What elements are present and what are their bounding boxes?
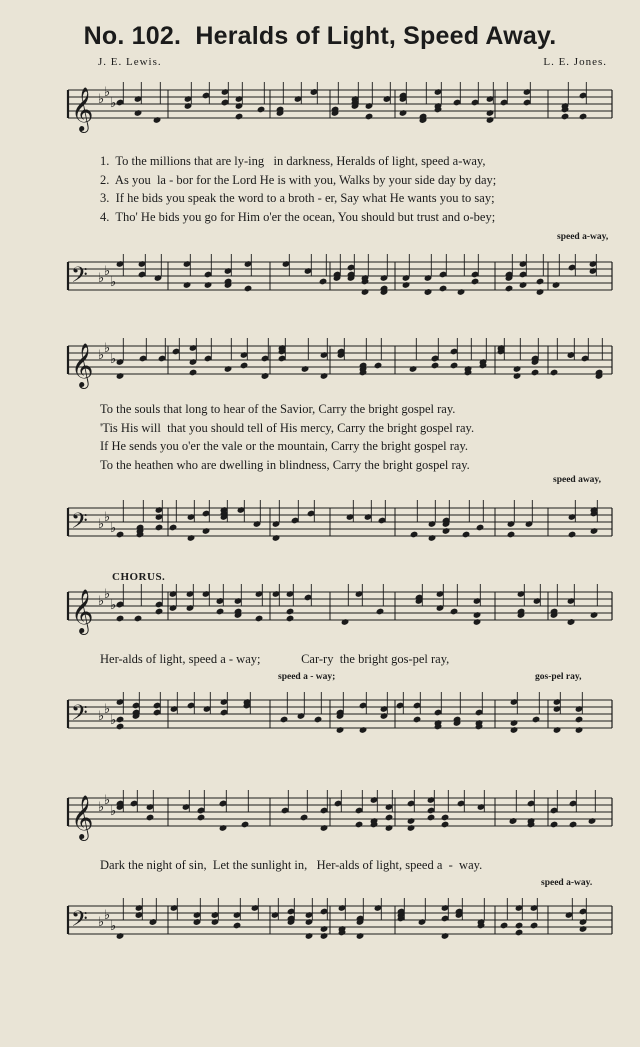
- note-head: [410, 531, 419, 539]
- flat-sign-icon: ♭: [98, 271, 105, 286]
- flat-sign-icon: ♭: [104, 908, 111, 923]
- lyricist-credit: J. E. Lewis.: [98, 56, 162, 68]
- verse-3-line-a: 3. If he bids you speak the word to a broth - er, Say what He wants you to say;: [100, 191, 495, 206]
- note-head: [431, 362, 440, 370]
- note-head: [428, 534, 437, 542]
- flat-sign-icon: ♭: [98, 348, 105, 363]
- staff-bass-1: [0, 250, 640, 310]
- flat-sign-icon: ♭: [110, 275, 117, 290]
- note-head: [116, 372, 125, 380]
- bass-clef-icon: 𝄢: [71, 701, 88, 731]
- cue-speed-away-2: speed away,: [553, 475, 602, 485]
- note-head: [486, 109, 495, 117]
- composer-credit: L. E. Jones.: [543, 56, 607, 68]
- note-head: [471, 278, 480, 286]
- chorus-label: CHORUS.: [112, 571, 166, 583]
- staff-bass-4: [0, 894, 640, 954]
- note-head: [361, 288, 370, 296]
- flat-sign-icon: ♭: [98, 594, 105, 609]
- note-head: [457, 288, 466, 296]
- note-head: [507, 531, 516, 539]
- note-head: [486, 116, 495, 124]
- note-head: [320, 925, 329, 933]
- note-head: [134, 109, 143, 117]
- note-head: [568, 531, 577, 539]
- note-head: [590, 527, 599, 535]
- staff-treble-3: [0, 580, 640, 640]
- cue-gospel-ray: gos-pel ray,: [535, 672, 582, 682]
- chorus-lyric-1: Her-alds of light, speed a - way; Car-ry the bright gos-pel ray,: [100, 652, 450, 666]
- note-head: [365, 113, 374, 121]
- note-head: [424, 288, 433, 296]
- note-head: [588, 817, 597, 825]
- flat-sign-icon: ♭: [104, 264, 111, 279]
- note-head: [219, 824, 228, 832]
- treble-clef-icon: 𝄞: [71, 589, 94, 633]
- note-head: [116, 531, 125, 539]
- note-head: [441, 932, 450, 940]
- note-head: [550, 369, 559, 377]
- verse-2-line-a: 2. As you la - bor for the Lord He is with you, Walks by your side day by day;: [100, 172, 497, 187]
- verse-1-line-a: 1. To the millions that are ly-ing in darkness, Heralds of light, speed a-way,: [100, 154, 486, 168]
- note-head: [187, 534, 196, 542]
- flat-sign-icon: ♭: [104, 510, 111, 525]
- verse-4-line-a: 4. Tho' He bids you go for Him o'er the ocean, You should but trust and o-bey;: [100, 209, 496, 224]
- verse-2-line-b: 'Tis His will that you should tell of His mercy, Carry the bright gospel ray.: [100, 420, 475, 435]
- verse-3-line-b: If He sends you o'er the vale or the mountain, Carry the bright gospel ray.: [100, 439, 469, 454]
- note-head: [519, 281, 528, 289]
- note-head: [197, 814, 206, 822]
- note-head: [441, 814, 450, 822]
- verse-block-2: [100, 400, 474, 474]
- note-head: [359, 726, 368, 734]
- note-head: [515, 922, 524, 930]
- note-head: [505, 285, 514, 293]
- treble-clef-icon: 𝄞: [71, 343, 94, 387]
- staff-treble-1: [0, 78, 640, 138]
- note-head: [116, 716, 125, 724]
- note-head: [146, 814, 155, 822]
- note-head: [169, 524, 178, 532]
- flat-sign-icon: ♭: [98, 92, 105, 107]
- staff-bass-3: [0, 688, 640, 748]
- flat-sign-icon: ♭: [104, 702, 111, 717]
- note-head: [183, 281, 192, 289]
- note-head: [374, 362, 383, 370]
- verse-1-line-b: To the souls that long to hear of the Savior, Carry the bright gospel ray.: [100, 402, 456, 416]
- note-head: [399, 109, 408, 117]
- note-head: [280, 716, 289, 724]
- note-head: [536, 288, 545, 296]
- flat-sign-icon: ♭: [98, 915, 105, 930]
- note-head: [510, 726, 519, 734]
- cue-speed-away-3: speed a - way;: [278, 672, 336, 682]
- note-head: [509, 817, 518, 825]
- note-head: [314, 716, 323, 724]
- verse-4-line-b: To the heathen who are dwelling in blindness, Carry the bright gospel ray.: [100, 457, 470, 472]
- note-head: [450, 362, 459, 370]
- note-head: [579, 925, 588, 933]
- note-head: [286, 608, 295, 616]
- note-head: [216, 608, 225, 616]
- note-head: [385, 824, 394, 832]
- verse-block-1: [100, 152, 496, 226]
- note-head: [550, 821, 559, 829]
- flat-sign-icon: ♭: [104, 587, 111, 602]
- note-head: [244, 285, 253, 293]
- note-head: [224, 365, 233, 373]
- note-head: [272, 534, 281, 542]
- note-head: [552, 281, 561, 289]
- hymn-title: No. 102. Heralds of Light, Speed Away.: [83, 22, 557, 50]
- note-head: [513, 372, 522, 380]
- note-head: [240, 362, 249, 370]
- note-head: [530, 922, 539, 930]
- note-head: [257, 106, 266, 114]
- note-head: [462, 531, 471, 539]
- bass-clef-icon: 𝄢: [71, 263, 88, 293]
- note-head: [536, 278, 545, 286]
- bass-clef-icon: 𝄢: [71, 907, 88, 937]
- chorus-lyric-2: Dark the night of sin, Let the sunlight in, Her-alds of light, speed a - way.: [100, 858, 483, 872]
- note-head: [305, 932, 314, 940]
- cue-speed-away-1: speed a-way,: [557, 232, 609, 242]
- note-head: [553, 726, 562, 734]
- note-head: [531, 369, 540, 377]
- treble-clef-icon: 𝄞: [71, 87, 94, 131]
- note-head: [532, 716, 541, 724]
- staff-bass-2: [0, 496, 640, 556]
- flat-sign-icon: ♭: [110, 804, 117, 819]
- note-head: [441, 821, 450, 829]
- note-head: [473, 618, 482, 626]
- flat-sign-icon: ♭: [110, 598, 117, 613]
- note-head: [320, 824, 329, 832]
- note-head: [500, 922, 509, 930]
- note-head: [241, 821, 250, 829]
- note-head: [320, 372, 329, 380]
- flat-sign-icon: ♭: [104, 341, 111, 356]
- note-head: [155, 608, 164, 616]
- flat-sign-icon: ♭: [104, 85, 111, 100]
- note-head: [513, 365, 522, 373]
- note-head: [442, 527, 451, 535]
- note-head: [407, 824, 416, 832]
- note-head: [116, 723, 125, 731]
- note-head: [575, 716, 584, 724]
- flat-sign-icon: ♭: [110, 919, 117, 934]
- note-head: [567, 618, 576, 626]
- note-head: [116, 615, 125, 623]
- note-head: [413, 716, 422, 724]
- note-head: [450, 608, 459, 616]
- note-head: [407, 817, 416, 825]
- flat-sign-icon: ♭: [98, 709, 105, 724]
- note-head: [320, 932, 329, 940]
- note-head: [155, 524, 164, 532]
- note-head: [300, 814, 309, 822]
- note-head: [261, 372, 270, 380]
- note-head: [301, 365, 310, 373]
- note-head: [510, 719, 519, 727]
- note-head: [402, 281, 411, 289]
- flat-sign-icon: ♭: [110, 96, 117, 111]
- note-head: [235, 113, 244, 121]
- note-head: [355, 821, 364, 829]
- note-head: [476, 524, 485, 532]
- staff-treble-4: [0, 786, 640, 846]
- note-head: [286, 615, 295, 623]
- flat-sign-icon: ♭: [98, 517, 105, 532]
- note-head: [409, 365, 418, 373]
- note-head: [439, 285, 448, 293]
- note-head: [319, 278, 328, 286]
- note-head: [134, 615, 143, 623]
- note-head: [385, 814, 394, 822]
- cue-speed-away-4: speed a-way.: [541, 878, 593, 888]
- note-head: [590, 611, 599, 619]
- note-head: [579, 113, 588, 121]
- note-head: [204, 281, 213, 289]
- treble-clef-icon: 𝄞: [71, 795, 94, 839]
- note-head: [336, 726, 345, 734]
- note-head: [233, 922, 242, 930]
- note-head: [341, 618, 350, 626]
- flat-sign-icon: ♭: [104, 793, 111, 808]
- note-head: [189, 369, 198, 377]
- note-head: [575, 726, 584, 734]
- note-head: [561, 113, 570, 121]
- note-head: [376, 608, 385, 616]
- note-head: [515, 929, 524, 937]
- bass-clef-icon: 𝄢: [71, 509, 88, 539]
- note-head: [569, 821, 578, 829]
- note-head: [116, 932, 125, 940]
- note-head: [202, 527, 211, 535]
- flat-sign-icon: ♭: [110, 521, 117, 536]
- flat-sign-icon: ♭: [98, 800, 105, 815]
- note-head: [153, 116, 162, 124]
- flat-sign-icon: ♭: [110, 713, 117, 728]
- note-head: [356, 932, 365, 940]
- note-head: [427, 814, 436, 822]
- staff-treble-2: [0, 334, 640, 394]
- flat-sign-icon: ♭: [110, 352, 117, 367]
- note-head: [473, 611, 482, 619]
- note-head: [255, 615, 264, 623]
